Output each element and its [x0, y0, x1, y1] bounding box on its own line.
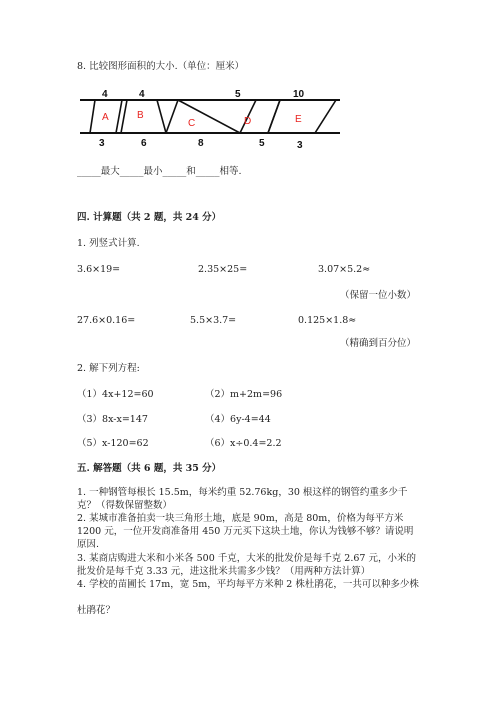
figure-divider: [166, 100, 178, 133]
shape-label-a: A: [102, 112, 109, 123]
calc-title: 1. 列竖式计算.: [77, 238, 140, 249]
shape-label-c: C: [188, 118, 196, 129]
figure-left-edge: [90, 100, 95, 133]
equation: （1）4x+12=60: [77, 389, 154, 400]
word-problem-line: 克？（得数保留整数）: [77, 500, 173, 511]
word-problem-line: 1. 一种钢管每根长 15.5m，每米约重 52.76kg，30 根这样的钢管约重多少千: [77, 487, 408, 498]
rounding-note: （保留一位小数）: [340, 290, 417, 301]
equation: （3）8x-x=147: [77, 414, 148, 425]
trapezoid-area-figure: [80, 85, 345, 150]
word-problem-line: 1200 元，一位开发商准备用 450 万元买下这块土地，你认为钱够不够？请说明: [77, 526, 414, 537]
figure-divider: [268, 100, 280, 133]
word-problem-line: 原因.: [77, 539, 100, 550]
calc-problem: 0.125×1.8≈: [298, 315, 357, 326]
equations-title: 2. 解下列方程:: [77, 363, 140, 374]
top-length-label: 4: [102, 89, 108, 100]
equation: （4）6y-4=44: [205, 414, 271, 425]
bottom-length-label: 6: [141, 138, 147, 149]
section5-heading: 五. 解答题（共 6 题，共 35 分）: [77, 463, 222, 474]
bottom-length-label: 8: [198, 138, 204, 149]
word-problem-line: 4. 学校的苗圃长 17m，宽 5m，平均每平方米种 2 株杜鹃花，一共可以种多少株: [77, 579, 419, 590]
shape-label-e: E: [295, 114, 302, 125]
equation: （2）m+2m=96: [205, 389, 283, 400]
q8-answer-line: _____最大_____最小_____和_____相等.: [77, 166, 242, 177]
word-problem-line: 3. 某商店购进大米和小米各 500 千克，大米的批发价是每千克 2.67 元，小米的: [77, 553, 416, 564]
bottom-length-label: 3: [297, 140, 303, 150]
bottom-length-label: 3: [99, 138, 105, 149]
word-problem-line: 2. 某城市准备拍卖一块三角形土地，底是 90m，高是 80m，价格为每平方米: [77, 513, 404, 524]
calc-problem: 3.6×19=: [77, 264, 121, 275]
word-problem-line: 批发价是每千克 3.33 元，进这批米共需多少钱？（用两种方法计算）: [77, 566, 371, 577]
calc-problem: 27.6×0.16=: [77, 315, 136, 326]
calc-problem: 5.5×3.7=: [190, 315, 237, 326]
equation: （5）x-120=62: [77, 438, 149, 449]
top-length-label: 4: [139, 89, 145, 100]
calc-problem: 3.07×5.2≈: [318, 264, 371, 275]
bottom-length-label: 5: [259, 138, 265, 149]
q8-title: 8. 比较图形面积的大小.（单位：厘米）: [77, 61, 245, 72]
section4-heading: 四. 计算题（共 2 题，共 24 分）: [77, 212, 222, 223]
word-problem-line: 杜鹃花？: [77, 605, 116, 616]
top-length-label: 5: [235, 89, 241, 100]
figure-right-edge: [315, 100, 336, 133]
shape-label-d: D: [244, 116, 252, 127]
shape-label-b: B: [137, 110, 144, 121]
top-length-label: 10: [293, 89, 305, 100]
equation: （6）x÷0.4=2.2: [205, 438, 282, 449]
calc-problem: 2.35×25=: [198, 264, 248, 275]
rounding-note: （精确到百分位）: [340, 338, 417, 349]
figure-divider: [157, 100, 166, 133]
